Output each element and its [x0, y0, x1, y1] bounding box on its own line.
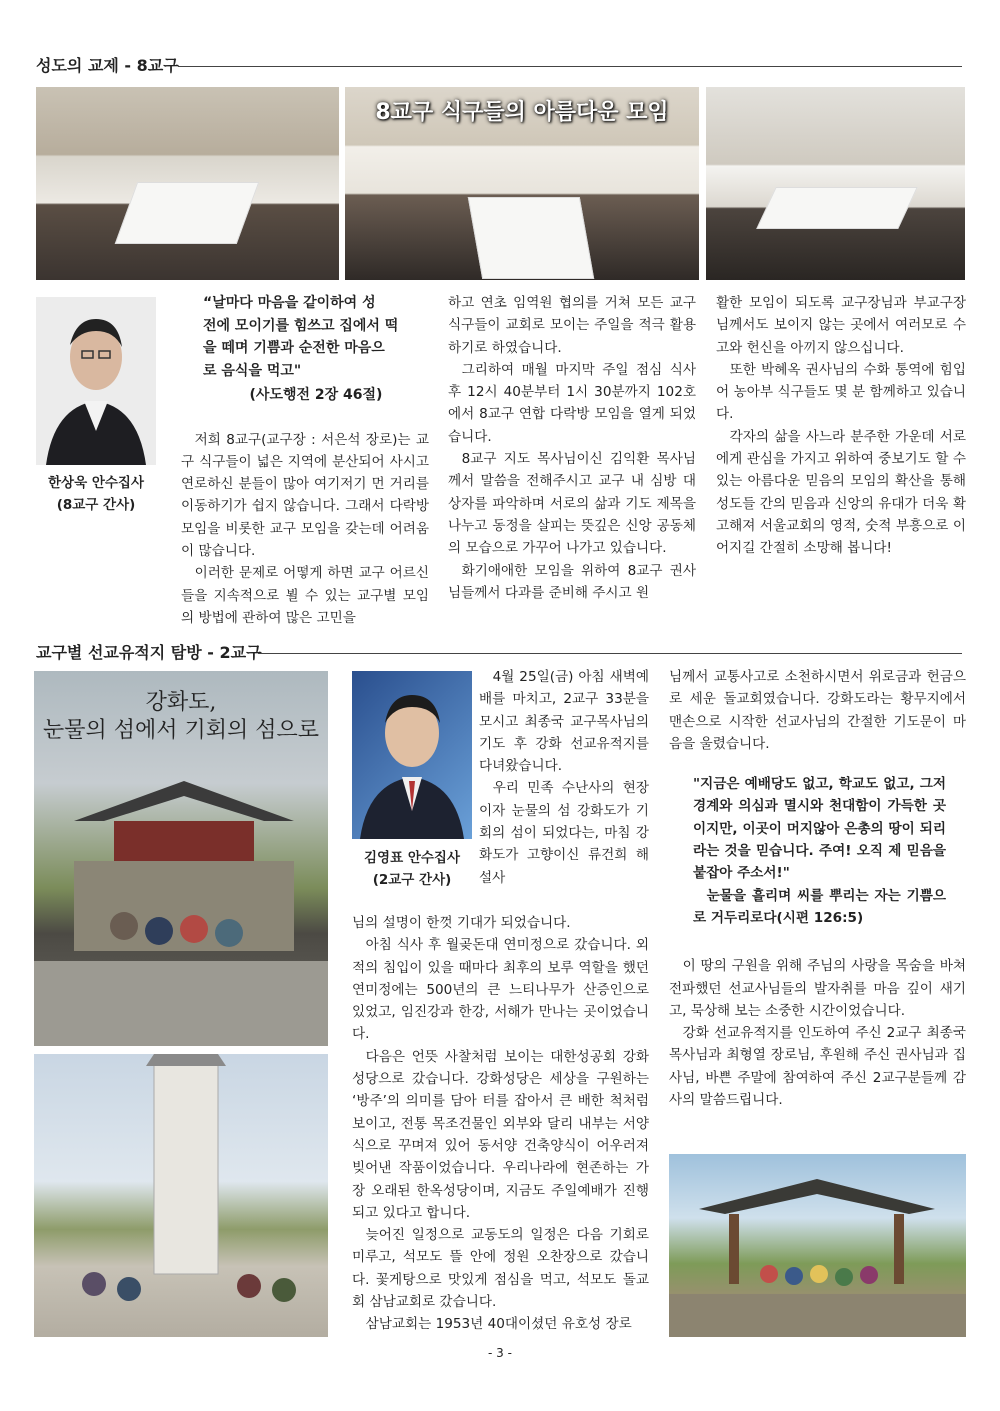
page-number: - 3 -: [488, 1346, 512, 1360]
section1-rule: [178, 66, 962, 67]
paragraph: 강화 선교유적지를 인도하여 주신 2교구 최종국 목사님과 최형열 장로님, 후원해 주신 권사님과 집사님, 바쁜 주말에 참여하여 주신 2교구분들께 감사의 말씀드립니다.: [669, 1025, 966, 1109]
tower-illustration: [34, 1054, 328, 1337]
paragraph: 8교구 지도 목사님이신 김익환 목사님께서 말씀을 전해주시고 교구 내 심방 대상자를 파악하며 서로의 삶과 기도 제목을 나누고 동정을 살피는 뜻깊은 신앙 공동체의 모습으로 가꾸어 나가고 있습니다.: [448, 451, 696, 557]
quote-line: 로 음식을 먹고": [203, 362, 302, 379]
paragraph: 이 땅의 구원을 위해 주님의 사랑을 목숨을 바쳐 전파했던 선교사님들의 발자취를 마음 깊이 새기고, 묵상해 보는 소중한 시간이었습니다.: [669, 958, 966, 1019]
section2-header: 교구별 선교유적지 탐방 - 2교구: [36, 643, 262, 662]
author-name: 한상욱 안수집사: [48, 475, 144, 491]
quote-reference: (사도행전 2장 46절): [249, 387, 383, 403]
paragraph: 하고 연초 임역원 협의를 거쳐 모든 교구 식구들이 교회로 모이는 주일을 적극 활용하기로 하였습니다.: [448, 295, 696, 356]
section2-column-3: [669, 666, 966, 1111]
psalm-quote: 눈물을 흘리며 씨를 뿌리는 자는 기쁨으로 거두리로다(시편 126:5): [693, 887, 946, 926]
tower-photo: [34, 1054, 328, 1337]
section1-header: 성도의 교제 - 8교구: [36, 56, 179, 75]
prayer-quote: "지금은 예배당도 없고, 학교도 없고, 그저 경계와 의심과 멸시와 천대함이 가득한 곳이지만, 이곳이 머지않아 은총의 땅이 되리라는 것을 믿습니다. 주여! 오직 제 믿음을 붙잡아 주소서!": [693, 776, 946, 882]
photo-table: [468, 197, 594, 279]
paragraph: 늦어진 일정으로 교동도의 일정은 다음 기회로 미루고, 석모도 뜰 안에 정원 오찬장으로 갔습니다. 꽃게탕으로 맛있게 점심을 먹고, 석모도 돌교회 삼남교회로 갔습니다.: [352, 1227, 649, 1311]
handwritten-title-line2: 눈물의 섬에서 기회의 섬으로: [42, 718, 319, 743]
section2-rule: [258, 653, 962, 654]
author-caption-2: [352, 847, 472, 891]
group-photo-church: [669, 1154, 966, 1337]
group-photo-pavilion: [34, 671, 328, 1046]
paragraph: 아침 식사 후 월곶돈대 연미정으로 갔습니다. 외적의 침입이 있을 때마다 최후의 보루 역할을 했던 연미정에는 500년의 큰 느티나무가 산증인으로 있었고, 임진강과 한강, 서해가 만나는 곳이었습니다.: [352, 937, 649, 1043]
paragraph: 다음은 언뜻 사찰처럼 보이는 대한성공회 강화성당으로 갔습니다. 강화성당은 세상을 구원하는 ‘방주’의 의미를 담아 터를 잡아서 큰 배한 척처럼 보이고, 전통 목조건물인 외부와 달리 내부는 서양식으로 꾸며져 있어 동서양 건축양식이 어우러져 빚어낸 작품이었습니다. 우리나라에 현존하는 가장 오래된 한옥성당이며, 지금도 주일예배가 진행되고 있다고 합니다.: [352, 1048, 649, 1221]
paragraph: 4월 25일(금) 아침 새벽예배를 마치고, 2교구 33분을 모시고 최종국 교구목사님의 기도 후 강화 선교유적지를 다녀왔습니다.: [479, 669, 649, 775]
meeting-photo-right: [706, 87, 965, 280]
section1-column-1: [181, 292, 429, 629]
paragraph: 활한 모임이 되도록 교구장님과 부교구장님께서도 보이지 않는 곳에서 여러모로 수고와 헌신을 아끼지 않으십니다.: [716, 295, 966, 356]
quote-line: 을 떼며 기쁨과 순전한 마음으: [203, 340, 385, 356]
meeting-photo-left: [36, 87, 339, 280]
photo-table: [756, 187, 918, 229]
paragraph: 그리하여 매월 마지막 주일 점심 식사 후 12시 40분부터 1시 30분까지 102호에서 8교구 연합 다락방 모임을 열게 되었습니다.: [448, 361, 696, 445]
author-role: (2교구 간사): [372, 872, 452, 888]
pavilion-illustration-2: [669, 1154, 966, 1337]
paragraph: 화기애애한 모임을 위하여 8교구 권사님들께서 다과를 준비해 주시고 원: [448, 562, 696, 601]
quote-line: 전에 모이기를 힘쓰고 집에서 떡: [203, 317, 399, 334]
meeting-photo-center: [345, 87, 699, 280]
author-portrait-1: [36, 297, 156, 465]
section1-column-2: [448, 292, 696, 604]
section2-column-2-side: [479, 666, 649, 889]
paragraph: 이러한 문제로 어떻게 하면 교구 어르신들을 지속적으로 뵐 수 있는 교구별 모임의 방법에 관하여 많은 고민을: [181, 565, 429, 626]
paragraph: 님께서 교통사고로 소천하시면서 위로금과 헌금으로 세운 돌교회였습니다. 강화도라는 황무지에서 맨손으로 시작한 선교사님의 간절한 기도문이 마음을 울렸습니다.: [669, 669, 966, 752]
section1-column-3: [716, 292, 966, 560]
bible-quote: [181, 292, 429, 407]
paragraph: 또한 박혜옥 권사님의 수화 통역에 힘입어 농아부 식구들도 몇 분 함께하고 있습니다.: [716, 361, 966, 423]
photo-table: [115, 182, 260, 244]
paragraph: 삼남교회는 1953년 40대이셨던 유호성 장로: [365, 1316, 632, 1333]
banner-title: 8교구 식구들의 아름다운 모임: [375, 100, 669, 125]
author-portrait-2: [352, 671, 472, 839]
quote-line: “날마다 마음을 같이하여 성: [203, 295, 376, 311]
author-role: (8교구 간사): [56, 497, 136, 513]
paragraph: 각자의 삶을 사느라 분주한 가운데 서로에게 관심을 가지고 위하여 중보기도 할 수 있는 아름다운 믿음의 모임의 확산을 통해 성도들 간의 믿음과 신앙의 유대가 더욱 확고해져 서울교회의 영적, 숫적 부흥으로 이어지길 간절히 소망해 봅니다!: [716, 428, 966, 557]
author-caption-1: [36, 472, 156, 516]
paragraph: 저희 8교구(교구장 : 서은석 장로)는 교구 식구들이 넓은 지역에 분산되어 사시고 연로하신 분들이 많아 여기저기 먼 거리를 이동하기가 쉽지 않습니다. 그래서 다락방 모임을 비롯한 교구 모임을 갖는데 어려움이 많습니다.: [181, 431, 429, 559]
handwritten-title-line1: 강화도,: [145, 690, 217, 715]
paragraph: 우리 민족 수난사의 현장이자 눈물의 섬 강화도가 기회의 섬이 되었다는, 마침 강화도가 고향이신 류건희 해설사: [479, 780, 649, 886]
author-name: 김영표 안수집사: [364, 850, 460, 866]
section2-column-2-main: [352, 912, 649, 1336]
paragraph: 님의 설명이 한껏 기대가 되었습니다.: [352, 915, 571, 931]
pavilion-illustration: [34, 761, 328, 1046]
